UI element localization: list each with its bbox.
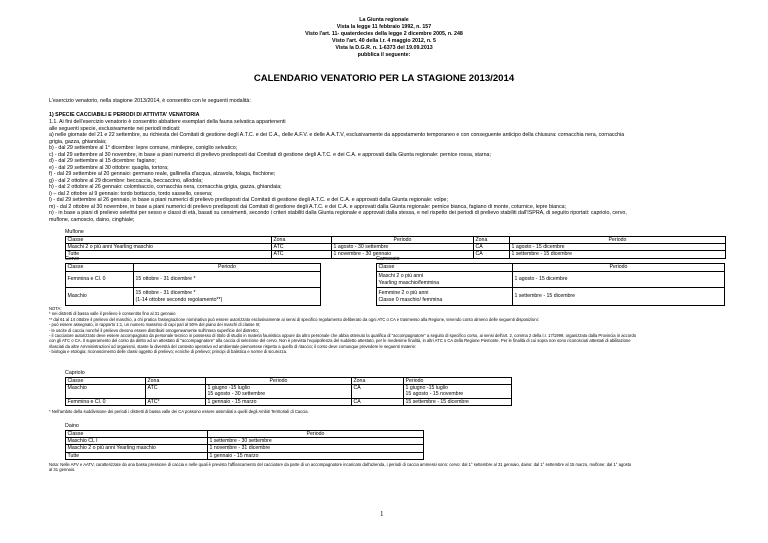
table-row: [66, 385, 512, 392]
table-row: [66, 272, 321, 288]
table-row: [66, 445, 424, 452]
table-cell: [134, 288, 321, 306]
table-cell: Femmina e Cl. 0: [66, 272, 134, 288]
table-cell: Maschio 2 o più anni Yearling maschio: [66, 445, 208, 452]
section-1-line: m) - dal 2 ottobre al 30 novembre, in base a piani numerici di prelievo predisposti dai Comitati di gestione degli A.T.C. e dei C.A. e approvati dalla Giunta regionale: pernice bianca, fagiano di monte, coturnice, lepre bianca;: [49, 203, 567, 210]
table-cell-line: Maschi 2 o più anni: [378, 273, 424, 280]
section-1-line: c) - dal 29 settembre al 30 novembre, in base a piani numerici di prelievo predisposti dai Comitati di gestione degli A.T.C. e dei C.A. e approvati dalla Giunta regionale: pernice rossa, starna;: [49, 151, 491, 158]
table-cell: 1 agosto - 30 settembre: [332, 244, 474, 251]
table-row: [66, 398, 512, 405]
table-cell: Maschio CL I: [66, 438, 208, 445]
cervo-table: [65, 263, 321, 306]
table-cell-line: Classe 0 maschio/ femmina: [378, 296, 443, 303]
table-cell: CA: [474, 244, 510, 251]
daino-label: Daino: [65, 423, 79, 429]
cervo-label: Cervo: [65, 256, 80, 262]
table-header: Classe: [66, 378, 146, 385]
table-cell: [66, 391, 146, 398]
nota-line: * nei distretti di bassa valle il prelievo è consentito fino al 31 gennaio: [49, 311, 176, 317]
table-cell: 1 settembre - 15 dicembre: [510, 251, 726, 258]
section-1-line: grigia, gazza, ghiandaia;: [49, 138, 107, 145]
section-1-line: a) nelle giornate del 21 e 22 settembre, su richiesta dei Comitati di gestione degli A.T.C. e dei C.A., delle A.F.V. e delle A.A.T.V, esclusivamente da appostamento temporaneo e con conseguente anticipo della chiusura: cornacchia nera, cornacchia: [49, 132, 625, 138]
table-cell: Maschi 2 o più anni Yearling maschio: [66, 244, 272, 251]
nota-line: ** dal 61 al 14 ottobre il prelievo del maschio, a chi pratica l'assegnazione nominativa può essere autorizzato esclusivamente ai sensi di specifico regolamento deliberato da ogni ATC o CA e trasmesso alla Regione, tenendo conto almeno delle seguenti disposizioni:: [49, 316, 539, 322]
table-cell: [377, 272, 513, 288]
nota-line: - il cacciatore autorizzato deve essere accompagnato da personale tecnico in possesso di titolo di studio in materia faunistica oppure da altro personale che abbia ottenuto la qualifica di "accompagnatore" a seguito di specifico corso, ai sensi dell'art. 2, comma 2 della l.r. 17/1999, organizzato dalla Provincia in accordo: [49, 333, 637, 338]
muflone-label: Muflone: [65, 229, 84, 235]
final-note-line: Nota: Nelle AFV e AATV, caratterizzate da una bassa pressione di caccia e nelle quali è previsto l'affiancamento del cacciatore da parte di un accompagnatore incaricato dall'azienda, i periodi di caccia ammessi sono: cervo: dal 1° settembre al 31 gennaio, daino: dal 1° settembre al 15 marzo, muflone: dal 1° agosto: [49, 462, 632, 467]
section-1-line: e) - dal 29 settembre al 30 ottobre: quaglia, tortora;: [49, 164, 169, 171]
table-header: Periodo: [208, 431, 424, 438]
table-cell: 1 novembre - 31 dicembre: [208, 445, 424, 452]
section-1-line: h) - dal 2 ottobre al 26 gennaio: colombaccio, cornacchia nera, cornacchia grigia, gazza, ghiandaia;: [49, 184, 282, 190]
camoscio-table: [376, 263, 725, 306]
table-cell-line: Femmine 2 o più anni: [378, 290, 429, 297]
table-cell: 1 novembre - 30 gennaio: [332, 251, 474, 258]
table-header-row: [66, 264, 321, 272]
section-1-line: i) – dal 2 ottobre al 9 gennaio: tordo bottaccio, tordo sassello, cesena;: [49, 190, 213, 197]
section-1-line: g) - dal 2 ottobre al 29 dicembre: beccaccia, beccaccino, allodola;: [49, 177, 203, 184]
table-cell: 1 gennaio - 15 marzo: [206, 398, 352, 405]
table-header-row: [66, 237, 726, 244]
page-number: 1: [380, 510, 384, 518]
table-header-row: [66, 431, 424, 438]
nota-line: con gli ATC o CA. Il superamento del corso da diritto ad un attestato di "accompagnatore" alla caccia di selezione del cervo. Non è prevista l'equipollenza del suddetto attestato, per le medesime finalità, in altri ATC o CA della Regione Piemonte. Per le finalità di cui sopra non sono riconosciuti attestati di abilitazione: [49, 338, 631, 344]
table-cell: Maschio: [66, 288, 134, 306]
table-header: Periodo: [206, 378, 352, 385]
table-header: Periodo: [510, 237, 726, 244]
table-row: [377, 272, 725, 288]
table-cell-line: 15 ottobre - 31 dicembre *: [135, 290, 196, 297]
table-cell: [352, 391, 404, 398]
section-1-line: 1.1. Ai fini dell'esercizio venatorio è consentito abbattere esemplari della fauna selvatica appartenenti: [49, 119, 286, 125]
table-cell: 1 gennaio - 15 marzo: [208, 452, 424, 459]
table-cell: ATC*: [146, 398, 206, 405]
capriolo-table: [65, 377, 512, 406]
table-cell: CA: [352, 385, 404, 392]
nota-line: rilasciati da altre Amministrazioni od organismi, stante la diversità del contesto operativo ed ambientale piemontese rispetto a quello di ritaccio; il corso deve comunque prevedere le seguenti materie:: [49, 343, 417, 349]
table-cell: [146, 391, 206, 398]
table-header: Zona: [272, 237, 332, 244]
table-cell: ATC: [272, 244, 332, 251]
intro-text: L'esercizio venatorio, nella stagione 2013/2014, è consentito con le seguenti modalità:: [49, 98, 251, 104]
table-row: [66, 244, 726, 251]
table-row: [66, 438, 424, 445]
section-1-line: d) - dal 29 settembre al 15 dicembre: fagiano;: [49, 158, 156, 164]
table-cell: 1 settembre - 30 settembre: [208, 438, 424, 445]
table-cell: ATC: [272, 251, 332, 258]
table-row: [66, 391, 512, 398]
table-header: Periodo: [134, 264, 321, 272]
table-cell: 1 agosto - 15 dicembre: [510, 244, 726, 251]
table-row: [377, 288, 725, 306]
table-row: [66, 288, 321, 306]
table-header: Zona: [352, 378, 404, 385]
table-cell: 1 giugno -15 luglio: [206, 385, 352, 392]
section-1-line: l) - dal 29 settembre al 26 gennaio, in base a piani numerici di prelievo predisposti dai Comitati di gestione degli A.T.C. e dei C.A. e approvati dalla Giunta regionale: volpe;: [49, 197, 448, 203]
header-line-5: Vista la D.G.R. n. 1-6373 del 19.09.2013: [335, 45, 433, 51]
table-cell: 15 agosto - 15 novembre: [404, 391, 512, 398]
camoscio-label: Camoscio: [376, 256, 400, 262]
daino-table: [65, 430, 424, 460]
section-1-line: muflone, camoscio, daino, cinghiale;: [49, 216, 135, 223]
table-header: Zona: [146, 378, 206, 385]
header-line-4: Visto l'art. 40 della l.r. 4 maggio 2012, n. 5: [332, 38, 436, 44]
table-cell: ATC: [146, 385, 206, 392]
table-cell: Femmina e Cl. 0: [66, 398, 146, 405]
table-header-row: [66, 378, 512, 385]
nota-line: - può essere assegnato, in rapporto 1:1, un numero massimo di capi pari al 50% del piano dei maschi di classe III;: [49, 322, 261, 328]
table-row: [66, 452, 424, 459]
table-cell: Tutte: [66, 452, 208, 459]
table-header: Classe: [66, 431, 208, 438]
header-line-2: Vista la legge 11 febbraio 1992, n. 157: [336, 24, 432, 30]
table-header: Classe: [377, 264, 513, 272]
table-cell: CA: [474, 251, 510, 258]
table-header-row: [377, 264, 725, 272]
table-cell: 1 settembre - 15 dicembre: [513, 288, 725, 306]
header-line-6: pubblica il seguente:: [357, 52, 411, 58]
table-header: Periodo: [513, 264, 725, 272]
nota-line: - biologia e etologia; riconoscimento delle classi oggetto di prelievo; ecniche di prelievo; principi di balistica e norme di sicurezza.: [49, 349, 288, 355]
capriolo-footnote: * Nell'ambito della suddivisione dei periodi i distretti di bassa valle dei CA possono essere assimilati a quelli degli Ambiti Territoriali di Caccia.: [49, 409, 309, 414]
document-title: CALENDARIO VENATORIO PER LA STAGIONE 2013/2014: [253, 73, 515, 84]
table-cell: 1 agosto - 15 dicembre: [513, 272, 725, 288]
section-1-line: n) - in base a piani di prelievo selettivi per sesso e classi di età, basati su censimenti, secondo i criteri stabiliti dalla Giunta regionale e approvati dalla stessa, e nel rispetto dei periodi di prelievo stabiliti dall'ISPRA, di seguito riportati: capriolo, cervo,: [49, 210, 627, 216]
table-header: Periodo: [404, 378, 512, 385]
table-cell: CA: [352, 398, 404, 405]
capriolo-label: Capriolo: [65, 370, 85, 376]
table-cell: Maschio: [66, 385, 146, 392]
section-1-line: b) - dal 29 settembre al 1° dicembre: lepre comune, minilepre, coniglio selvatico;: [49, 145, 238, 151]
table-cell-line: Yearling maschio/femmina: [378, 279, 440, 286]
final-note-line: al 31 gennaio.: [49, 467, 76, 473]
table-cell: 15 settembre - 15 dicembre: [404, 398, 512, 405]
table-cell: 1 giugno -15 luglio: [404, 385, 512, 392]
table-cell-line: (1-14 ottobre secondo regolamento**): [135, 296, 223, 303]
nota-line: - le uscite di caccia nonché il prelievo devono essere distribuiti omogeneamente sull'intera superficie del distretto;: [49, 327, 259, 333]
table-cell: 15 agosto - 30 settembre: [206, 391, 352, 398]
table-cell: [377, 288, 513, 306]
section-1-heading: 1) SPECIE CACCIABILI E PERIODI DI ATTIVITA' VENATORIA: [49, 112, 200, 118]
nota-line: NOTA:: [49, 306, 62, 311]
table-header: Zona: [474, 237, 510, 244]
table-cell: Tutte: [66, 251, 272, 258]
table-cell: 15 ottobre - 31 dicembre *: [134, 272, 321, 288]
table-header: Classe: [66, 264, 134, 272]
section-1-line: alle seguenti specie, esclusivamente nei periodi indicati:: [49, 125, 181, 132]
table-header: Periodo: [332, 237, 474, 244]
header-line-1: La Giunta regionale: [359, 17, 409, 23]
table-header: Classe: [66, 237, 272, 244]
section-1-line: f) - dal 29 settembre al 20 gennaio: germano reale, gallinella d'acqua, alzavola, folaga, fischione;: [49, 171, 276, 177]
header-line-3: Visto l'art. 11- quaterdecies della legge 2 dicembre 2005, n. 248: [305, 31, 463, 37]
